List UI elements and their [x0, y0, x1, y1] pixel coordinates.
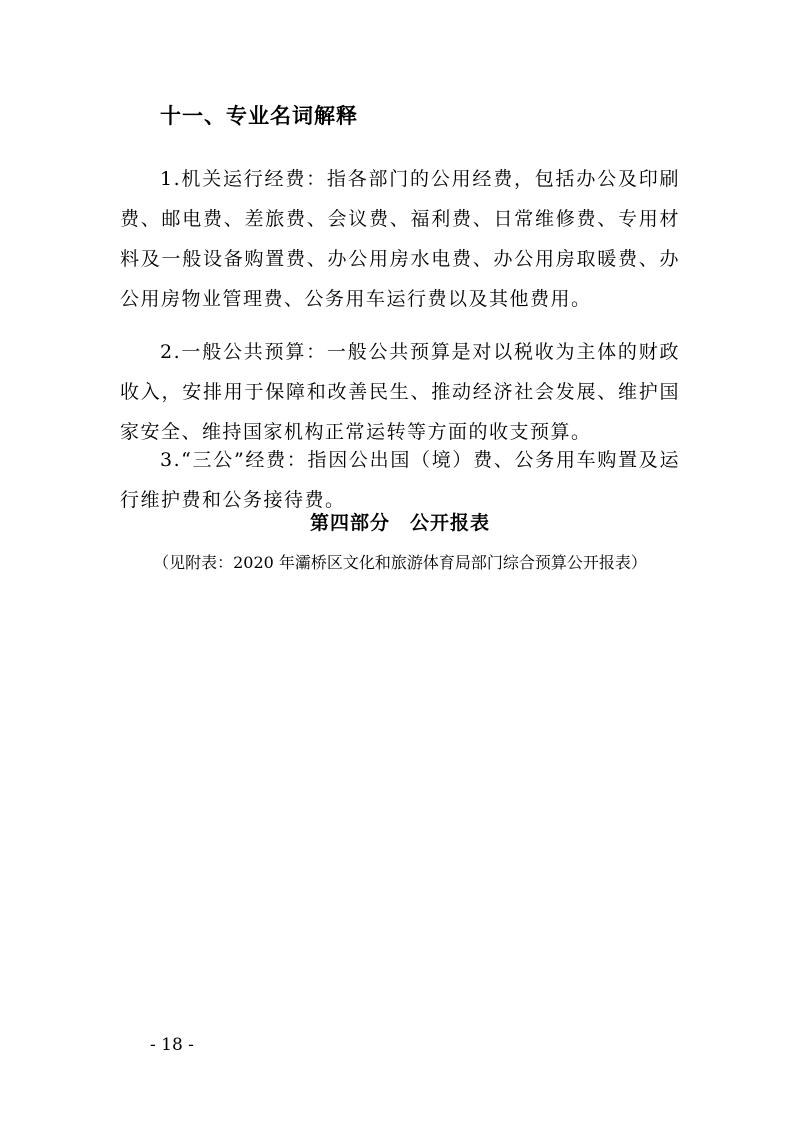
paragraph-three-public-expenses: 3.“三公”经费：指因公出国（境）费、公务用车购置及运行维护费和公务接待费。 — [120, 449, 680, 511]
appendix-note: （见附表：2020 年灞桥区文化和旅游体育局部门综合预算公开报表） — [153, 553, 647, 572]
paragraph-operating-expenses: 1.机关运行经费：指各部门的公用经费，包括办公及印刷费、邮电费、差旅费、会议费、福利费、日常维修费、专用材料及一般设备购置费、办公用房水电费、办公用房取暖费、办公用房物业管理费、公务用车运行费以及其他费用。 — [120, 168, 680, 310]
page-number: - 18 - — [150, 1035, 194, 1055]
paragraph-general-public-budget: 2.一般公共预算：一般公共预算是对以税收为主体的财政收入，安排用于保障和改善民生、推动经济社会发展、维护国家安全、维持国家机构正常运转等方面的收支预算。 — [120, 341, 680, 443]
part-four-title: 第四部分 公开报表 — [309, 512, 490, 534]
section-heading: 十一、专业名词解释 — [160, 104, 358, 128]
